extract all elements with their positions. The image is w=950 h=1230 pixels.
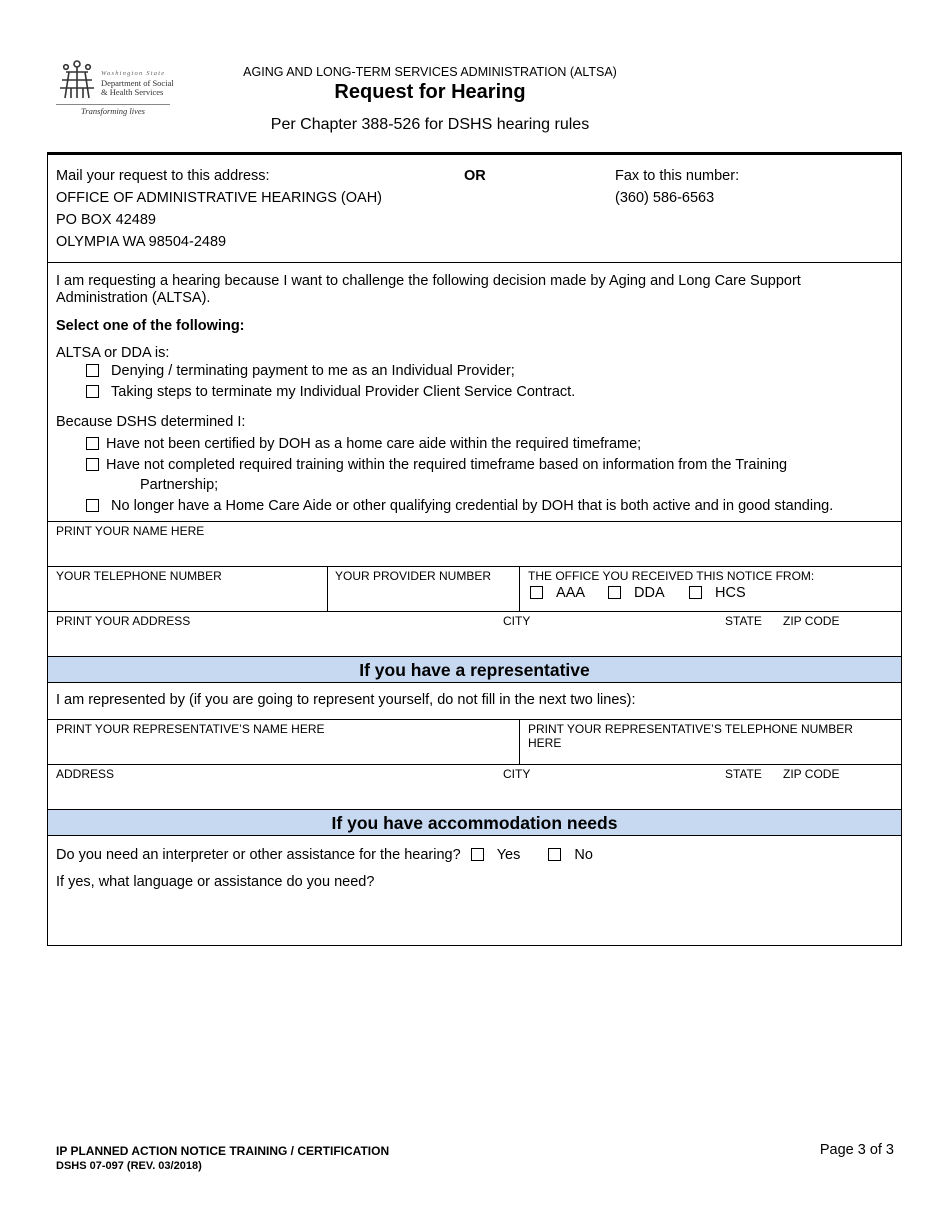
option-no-credential[interactable] — [86, 498, 833, 515]
form-number: DSHS 07-097 (REV. 03/2018) — [56, 1160, 202, 1172]
logo-state: Washington State — [101, 70, 166, 77]
yes-option[interactable] — [471, 847, 525, 863]
option-training-incomplete[interactable] — [86, 457, 787, 474]
assistance-field[interactable] — [48, 895, 901, 945]
telephone-field-label: YOUR TELEPHONE NUMBER — [56, 569, 222, 583]
select-instruction: Select one of the following: — [56, 318, 245, 334]
representative-heading: If you have a representative — [48, 657, 901, 682]
logo-divider — [56, 104, 170, 105]
provider-number-label: YOUR PROVIDER NUMBER — [335, 569, 492, 583]
representative-intro: I am represented by (if you are going to represent yourself, do not fill in the next two lines): — [56, 692, 636, 708]
page-subtitle: Per Chapter 388-526 for DSHS hearing rules — [270, 116, 590, 133]
accommodation-heading: If you have accommodation needs — [48, 810, 901, 835]
divider — [48, 566, 901, 567]
option-label: DDA — [634, 585, 665, 601]
fax-number: (360) 586-6563 — [615, 190, 715, 206]
assistance-question: If yes, what language or assistance do you need? — [56, 874, 375, 890]
option-label: Taking steps to terminate my Individual Provider Client Service Contract. — [111, 384, 576, 400]
agency-heading: AGING AND LONG-TERM SERVICES ADMINISTRATION (ALTSA) — [243, 65, 617, 79]
hcs-checkbox[interactable] — [689, 586, 702, 599]
dshs-logo — [56, 58, 174, 122]
option-label: AAA — [556, 585, 586, 601]
denying-payment-checkbox[interactable] — [86, 364, 99, 377]
rep-phone-field[interactable] — [520, 750, 901, 763]
divider — [48, 611, 901, 612]
terminate-contract-checkbox[interactable] — [86, 385, 99, 398]
office-hcs-option[interactable] — [689, 585, 746, 602]
not-certified-checkbox[interactable] — [86, 437, 99, 450]
no-credential-checkbox[interactable] — [86, 499, 99, 512]
or-label: OR — [464, 168, 486, 184]
logo-tagline: Transforming lives — [81, 106, 145, 116]
divider — [48, 719, 901, 720]
name-field-label: PRINT YOUR NAME HERE — [56, 524, 205, 538]
rep-address-label: ADDRESS — [56, 767, 115, 781]
rep-city-label: CITY — [503, 767, 531, 781]
divider — [48, 835, 901, 836]
group2-label: Because DSHS determined I: — [56, 414, 246, 430]
yes-label: Yes — [496, 847, 521, 863]
provider-number-field[interactable] — [328, 583, 519, 610]
decision-intro: I am requesting a hearing because I want to challenge the following decision made by Aging and Long Care Support Administration (ALTSA). — [56, 273, 801, 306]
rep-phone-label: PRINT YOUR REPRESENTATIVE’S TELEPHONE NUMBER — [528, 722, 853, 736]
rep-name-field[interactable] — [48, 736, 518, 763]
rep-address-field[interactable] — [48, 781, 901, 808]
option-label: No longer have a Home Care Aide or other qualifying credential by DOH that is both active and in good standing. — [111, 498, 834, 514]
mail-address-line-2: PO BOX 42489 — [56, 212, 156, 228]
option-not-certified[interactable] — [86, 436, 641, 453]
group1-label: ALTSA or DDA is: — [56, 345, 170, 361]
fax-label: Fax to this number: — [615, 168, 740, 184]
no-checkbox[interactable] — [548, 848, 561, 861]
aaa-checkbox[interactable] — [530, 586, 543, 599]
telephone-field[interactable] — [48, 583, 326, 610]
option-terminate-contract[interactable] — [86, 384, 575, 401]
option-label-continued: Partnership; — [140, 477, 219, 493]
hearing-request-form — [47, 152, 902, 946]
zip-field-label: ZIP CODE — [783, 614, 840, 628]
address-field-label: PRINT YOUR ADDRESS — [56, 614, 191, 628]
logo-agency: Department of Social & Health Services — [101, 78, 174, 97]
divider — [519, 566, 520, 611]
divider — [48, 682, 901, 683]
option-denying-payment[interactable] — [86, 363, 515, 380]
option-label: Denying / terminating payment to me as an Individual Provider; — [111, 363, 515, 379]
divider — [48, 764, 901, 765]
divider — [48, 521, 901, 522]
page-title: Request for Hearing — [334, 81, 526, 103]
mail-address-line-1: OFFICE OF ADMINISTRATIVE HEARINGS (OAH) — [56, 190, 383, 206]
dshs-emblem-icon — [56, 58, 98, 100]
state-field-label: STATE — [725, 614, 762, 628]
no-label: No — [574, 847, 593, 863]
form-title: IP PLANNED ACTION NOTICE TRAINING / CERTIFICATION — [56, 1144, 390, 1158]
dda-checkbox[interactable] — [608, 586, 621, 599]
office-dda-option[interactable] — [608, 585, 665, 602]
divider — [48, 262, 901, 263]
yes-checkbox[interactable] — [471, 848, 484, 861]
page-number: Page 3 of 3 — [819, 1142, 894, 1158]
rep-name-label: PRINT YOUR REPRESENTATIVE’S NAME HERE — [56, 722, 325, 736]
rep-phone-label-cont: HERE — [528, 736, 562, 750]
option-label: Have not completed required training within the required timeframe based on information from the Training — [106, 457, 788, 473]
office-aaa-option[interactable] — [530, 585, 585, 602]
mail-address-line-3: OLYMPIA WA 98504-2489 — [56, 234, 227, 250]
no-option[interactable] — [548, 847, 593, 863]
option-label: HCS — [715, 585, 746, 601]
rep-zip-label: ZIP CODE — [783, 767, 840, 781]
mail-label: Mail your request to this address: — [56, 168, 270, 184]
rep-state-label: STATE — [725, 767, 762, 781]
name-field[interactable] — [48, 537, 901, 565]
office-label: THE OFFICE YOU RECEIVED THIS NOTICE FROM: — [528, 569, 815, 583]
training-incomplete-checkbox[interactable] — [86, 458, 99, 471]
question-text: Do you need an interpreter or other assistance for the hearing? — [56, 847, 461, 863]
interpreter-question — [56, 847, 593, 864]
option-label: Have not been certified by DOH as a home care aide within the required timeframe; — [106, 436, 642, 452]
city-field-label: CITY — [503, 614, 531, 628]
address-field[interactable] — [48, 628, 901, 655]
